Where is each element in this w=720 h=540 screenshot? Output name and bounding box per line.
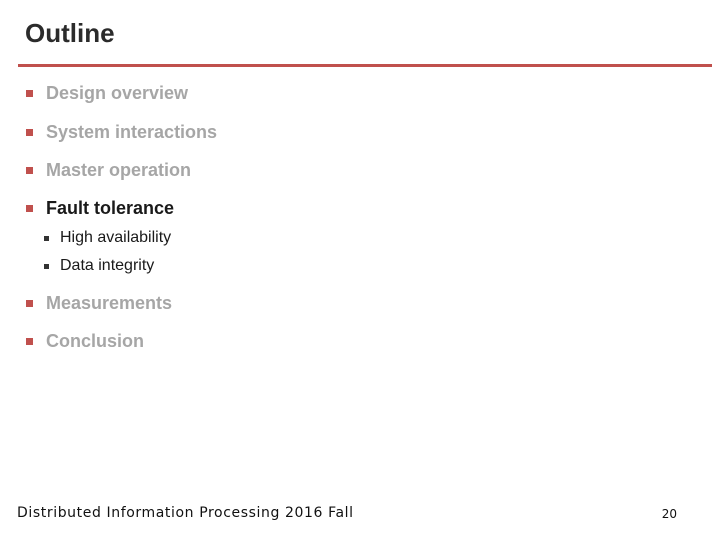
outline-item-label: Design overview: [46, 82, 189, 103]
outline-item-measurements: [26, 291, 172, 315]
outline-item-label: Fault tolerance: [46, 197, 175, 218]
outline-subitem-label: High availability: [60, 229, 172, 246]
square-bullet-icon: [26, 129, 33, 136]
outline-subitem-data-integrity: [44, 256, 154, 276]
square-bullet-icon: [26, 167, 33, 174]
outline-item-conclusion: [26, 329, 144, 353]
square-bullet-icon: [26, 338, 33, 345]
outline-subitem-high-availability: [44, 228, 171, 248]
outline-item-label: Measurements: [46, 292, 173, 313]
title-underline: [18, 64, 712, 67]
square-bullet-icon: [44, 236, 49, 241]
page-number: 20: [661, 507, 677, 521]
footer-course-title: Distributed Information Processing 2016 Fall: [17, 505, 354, 521]
slide-title: Outline: [25, 18, 115, 48]
square-bullet-icon: [44, 264, 49, 269]
outline-item-master-operation: [26, 158, 191, 182]
square-bullet-icon: [26, 300, 33, 307]
outline-item-label: Master operation: [46, 159, 192, 180]
outline-item-label: System interactions: [46, 121, 218, 142]
outline-item-system-interactions: [26, 120, 217, 144]
outline-item-label: Conclusion: [46, 330, 144, 351]
outline-subitem-label: Data integrity: [60, 257, 155, 274]
outline-item-design-overview: [26, 81, 188, 105]
square-bullet-icon: [26, 205, 33, 212]
square-bullet-icon: [26, 90, 33, 97]
outline-item-fault-tolerance: [26, 196, 174, 220]
